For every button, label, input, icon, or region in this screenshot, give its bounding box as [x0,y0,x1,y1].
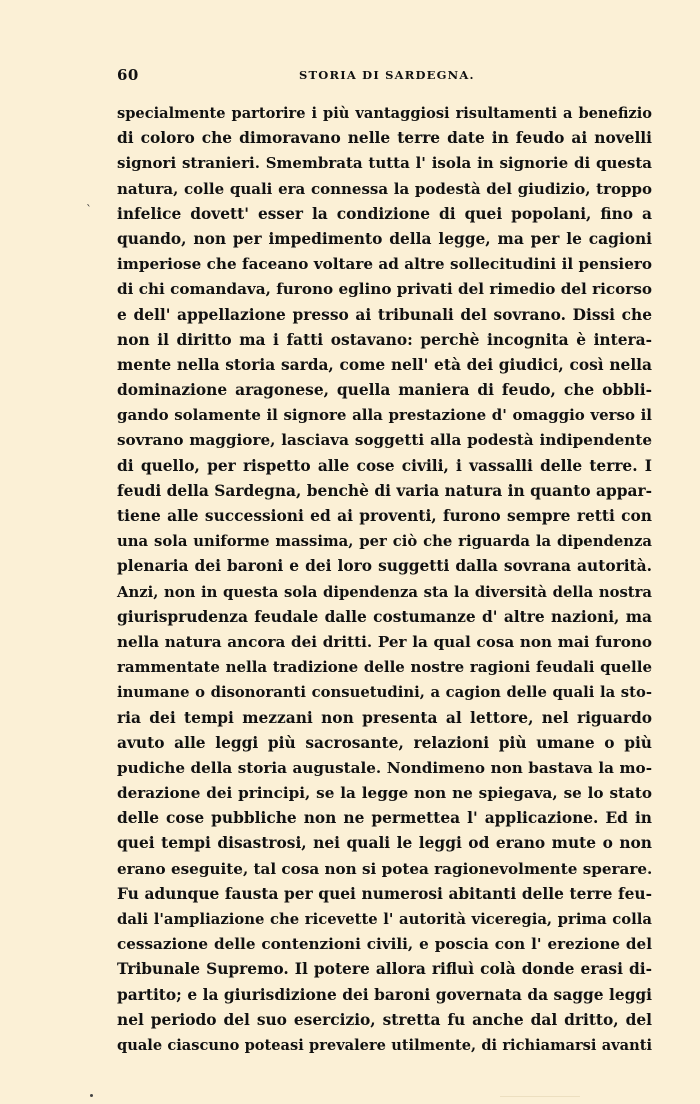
text-line: erano eseguite, tal cosa non si potea ragionevolmente sperare. [117,859,653,878]
text-line: nella natura ancora dei dritti. Per la qual cosa non mai furono [117,632,652,651]
text-line: inumane o disonoranti consuetudini, a cagion delle quali la sto- [117,684,652,702]
text-line: specialmente partorire i più vantaggiosi risultamenti a benefizio [117,105,652,122]
text-line: ria dei tempi mezzani non presenta al lettore, nel riguardo [117,708,652,727]
text-line: mente nella storia sarda, come nell' età dei giudici, così nella [117,355,652,374]
text-line: Anzi, non in questa sola dipendenza sta la diversità della nostra [117,583,652,601]
text-line: sovrano maggiore, lasciava soggetti alla podestà indipendente [117,431,652,450]
text-line: signori stranieri. Smembrata tutta l' isola in signorie di questa [117,154,652,173]
text-line: avuto alle leggi più sacrosante, relazioni più umane o più [117,733,652,752]
text-line: nel periodo del suo esercizio, stretta fu anche dal dritto, del [117,1010,652,1029]
text-line: di chi comandava, furono eglino privati del rimedio del ricorso [117,280,652,299]
text-line: giurisprudenza feudale dalle costumanze d' altre nazioni, ma [117,607,652,626]
text-line: imperiose che faceano voltare ad altre sollecitudini il pensiero [117,255,652,274]
text-line: pudiche della storia augustale. Nondimeno non bastava la mo- [117,758,652,777]
text-line: di coloro che dimoravano nelle terre date in feudo ai novelli [117,129,652,148]
text-line: gando solamente il signore alla prestazione d' omaggio verso il [117,406,652,425]
text-line: feudi della Sardegna, benchè di varia natura in quanto appar- [117,481,652,500]
text-line: quale ciascuno poteasi prevalere utilmente, di richiamarsi avanti [117,1036,652,1054]
scan-watermark-trace [500,1096,580,1104]
page-number: 60 [117,66,139,84]
text-line: Tribunale Supremo. Il potere allora rifluì colà donde erasi di- [117,960,652,979]
text-line: dali l'ampliazione che ricevette l' autorità viceregia, prima colla [117,911,652,928]
text-line: natura, colle quali era connessa la podestà del giudizio, troppo [117,179,652,198]
running-title: STORIA DI SARDEGNA. [299,68,475,82]
text-line: tiene alle successioni ed ai proventi, furono sempre retti con [117,507,652,525]
text-line: quei tempi disastrosi, nei quali le leggi od erano mute o non [117,834,652,853]
text-line: derazione dei principi, se la legge non ne spiegava, se lo stato [117,784,652,803]
text-line: plenaria dei baroni e dei loro suggetti dalla sovrana autorità. [117,557,652,576]
margin-mark: ` [86,203,92,217]
text-line: infelice dovett' esser la condizione di quei popolani, fino a [117,204,652,223]
text-line: di quello, per rispetto alle cose civili, i vassalli delle terre. I [117,456,652,475]
text-line: partito; e la giurisdizione dei baroni governata da sagge leggi [117,985,652,1004]
body-text [117,101,652,1058]
text-line: dominazione aragonese, quella maniera di feudo, che obbli- [117,381,652,400]
text-line: e dell' appellazione presso ai tribunali del sovrano. Dissi che [117,305,652,324]
scan-speck [90,1094,93,1097]
text-line: cessazione delle contenzioni civili, e poscia con l' erezione del [117,935,652,954]
page-header [117,66,652,86]
text-line: rammentate nella tradizione delle nostre ragioni feudali quelle [117,658,652,677]
text-line: una sola uniforme massima, per ciò che riguarda la dipendenza [117,533,652,551]
text-line: delle cose pubbliche non ne permettea l' applicazione. Ed in [117,809,652,828]
text-line: non il diritto ma i fatti ostavano: perchè incognita è intera- [117,330,652,349]
text-line: Fu adunque fausta per quei numerosi abitanti delle terre feu- [117,884,652,903]
text-line: quando, non per impedimento della legge, ma per le cagioni [117,229,652,248]
